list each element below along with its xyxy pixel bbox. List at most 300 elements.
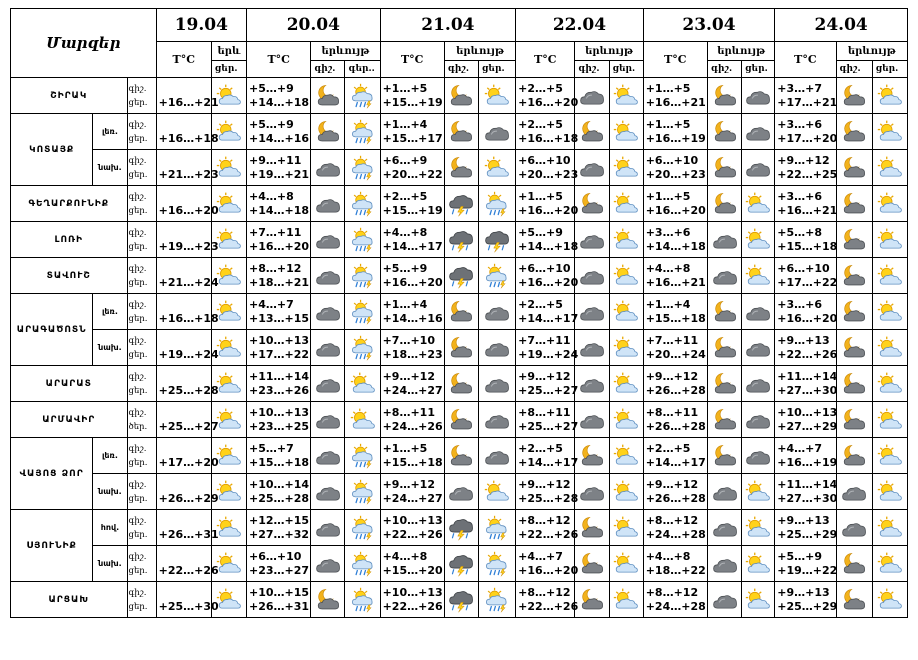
cloud-icon: [742, 443, 774, 469]
day-label: ցեր.: [128, 529, 148, 540]
thunderstorm-icon: [445, 551, 478, 577]
partly-sunny-icon: [873, 479, 907, 505]
weather-icon-cell: [742, 582, 775, 618]
night-label: գիշ.: [128, 191, 147, 202]
temp-cell: [775, 366, 836, 402]
cloud-icon: [311, 443, 344, 469]
weather-icon-cell: [575, 222, 609, 258]
cloud-icon: [479, 443, 515, 469]
day-temp: +16…+18: [518, 131, 579, 145]
sun-rain-thunder-icon: [345, 335, 379, 361]
night-day-labels: [127, 582, 156, 618]
day-temp: +15…+19: [382, 95, 443, 109]
weather-icon-cell: [707, 402, 741, 438]
day-temp: +17…+22: [777, 275, 838, 289]
night-day-labels: [127, 222, 156, 258]
day-temp: +14…+18: [249, 95, 310, 109]
night-temp: +8…+12: [518, 513, 571, 527]
region-name: ԳԵՂԱՐՔՈՒՆԻՔ: [11, 186, 128, 222]
day-temp: +26…+28: [645, 491, 706, 505]
night-temp: +7…+10: [382, 333, 435, 347]
weather-icon-cell: [575, 330, 609, 366]
day-temp: +16…+20: [518, 275, 579, 289]
weather-icon-cell: [575, 510, 609, 546]
night-temp: +10…+13: [249, 333, 310, 347]
partly-sunny-icon: [873, 263, 907, 289]
thunderstorm-icon: [445, 227, 478, 253]
weather-icon-cell: [311, 222, 345, 258]
weather-icon-cell: [742, 78, 775, 114]
temp-header: T°C: [516, 42, 575, 78]
night-temp: +5…+9: [382, 261, 428, 275]
weather-icon-cell: [479, 150, 516, 186]
weather-icon-cell: [311, 150, 345, 186]
night-temp: +9…+11: [249, 153, 302, 167]
weather-icon-cell: [345, 510, 380, 546]
partly-sunny-icon: [873, 407, 907, 433]
temp-cell: [380, 150, 444, 186]
day-temp: +16…+18: [158, 131, 219, 145]
night-temp: +6…+10: [518, 153, 571, 167]
temp-header: T°C: [775, 42, 836, 78]
weather-icon-cell: [872, 438, 907, 474]
weather-icon-cell: [345, 366, 380, 402]
night-temp: +4…+8: [382, 549, 428, 563]
cloud-icon: [708, 227, 741, 253]
partly-sunny-icon: [610, 155, 643, 181]
weather-icon-cell: [345, 150, 380, 186]
weather-icon-cell: [742, 294, 775, 330]
weather-icon-cell: [872, 402, 907, 438]
partly-sunny-icon: [873, 443, 907, 469]
partly-cloudy-night-icon: [575, 443, 608, 469]
temp-cell: [516, 222, 579, 258]
thunderstorm-icon: [445, 191, 478, 217]
day-label: ցեր.: [128, 97, 148, 108]
day-temp: +16…+21: [645, 95, 706, 109]
partly-sunny-icon: [610, 515, 643, 541]
partly-cloudy-night-icon: [311, 83, 344, 109]
partly-sunny-icon: [873, 515, 907, 541]
day-subheader: ցեր.: [479, 61, 516, 78]
weather-icon-cell: [345, 438, 380, 474]
night-temp: +10…+13: [382, 513, 443, 527]
weather-icon-cell: [575, 582, 609, 618]
weather-icon-cell: [707, 474, 741, 510]
weather-icon-cell: [444, 186, 478, 222]
weather-icon-cell: [707, 546, 741, 582]
night-temp: +2…+5: [382, 189, 428, 203]
partly-cloudy-night-icon: [708, 443, 741, 469]
temp-cell: [516, 510, 579, 546]
day-temp: +16…+21: [645, 275, 706, 289]
day-subheader: գեր..: [345, 61, 380, 78]
day-temp: +24…+28: [645, 599, 706, 613]
weather-icon-cell: [345, 474, 380, 510]
temp-cell: [643, 114, 707, 150]
weather-icon-cell: [575, 474, 609, 510]
partly-sunny-icon: [610, 335, 643, 361]
cloud-icon: [479, 299, 515, 325]
temp-cell: [775, 402, 836, 438]
cloud-icon: [742, 371, 774, 397]
date-header: 22.04: [516, 9, 644, 42]
day-temp: +25…+28: [249, 491, 310, 505]
partly-sunny-icon: [345, 407, 379, 433]
weather-icon-cell: [311, 294, 345, 330]
weather-icon-cell: [836, 546, 872, 582]
night-temp: +5…+7: [249, 441, 294, 455]
day-temp: +20…+23: [645, 167, 706, 181]
weather-icon-cell: [742, 438, 775, 474]
cloud-icon: [311, 227, 344, 253]
temp-cell: [247, 294, 311, 330]
cloud-icon: [311, 407, 344, 433]
weather-icon-cell: [479, 294, 516, 330]
night-day-labels: [127, 258, 156, 294]
forecast-table-wrapper: [10, 8, 908, 656]
table-row: [11, 366, 908, 402]
night-temp: +7…+11: [518, 333, 571, 347]
weather-icon-cell: [479, 114, 516, 150]
weather-icon-cell: [836, 186, 872, 222]
cloud-icon: [311, 191, 344, 217]
weather-icon-cell: [345, 294, 380, 330]
partly-cloudy-night-icon: [445, 335, 478, 361]
temp-cell: [247, 150, 311, 186]
partly-cloudy-night-icon: [445, 119, 478, 145]
date-header: 21.04: [380, 9, 516, 42]
weather-icon-cell: [836, 78, 872, 114]
weather-icon-cell: [444, 78, 478, 114]
temp-cell: [156, 78, 219, 114]
table-row: [11, 510, 908, 546]
weather-icon-cell: [444, 366, 478, 402]
night-label: գիշ.: [128, 551, 147, 562]
temp-cell: [643, 186, 707, 222]
night-day-labels: [127, 186, 156, 222]
night-day-labels: [127, 78, 156, 114]
subregion-name: հով.: [93, 510, 127, 546]
temp-cell: [775, 438, 836, 474]
cloud-icon: [708, 551, 741, 577]
partly-cloudy-night-icon: [837, 407, 872, 433]
weather-icon-cell: [742, 510, 775, 546]
night-temp: +9…+12: [382, 477, 435, 491]
temp-cell: [156, 546, 219, 582]
temp-cell: [516, 546, 579, 582]
temp-cell: [247, 258, 311, 294]
partly-sunny-icon: [610, 227, 643, 253]
night-temp: +10…+13: [249, 405, 310, 419]
night-temp: +2…+5: [518, 441, 563, 455]
subregion-name: լեռ.: [93, 294, 127, 330]
temp-cell: [247, 366, 311, 402]
thunderstorm-icon: [445, 515, 478, 541]
temp-cell: [156, 330, 219, 366]
cloud-icon: [575, 83, 608, 109]
temp-cell: [247, 78, 311, 114]
night-day-labels: [127, 114, 156, 150]
weather-icon-cell: [479, 366, 516, 402]
temp-header: T°C: [247, 42, 311, 78]
night-label: գիշ.: [128, 263, 147, 274]
cloud-icon: [742, 335, 774, 361]
partly-cloudy-night-icon: [708, 371, 741, 397]
weather-icon-cell: [707, 294, 741, 330]
day-temp: +14…+17: [382, 239, 443, 253]
region-name: ԱՐԱՐԱՏ: [11, 366, 128, 402]
weather-icon-cell: [609, 330, 643, 366]
weather-icon-cell: [479, 438, 516, 474]
day-temp: +13…+15: [249, 311, 310, 325]
day-temp: +26…+28: [645, 419, 706, 433]
weather-icon-cell: [311, 330, 345, 366]
weather-icon-cell: [575, 294, 609, 330]
night-label: գիշ.: [128, 227, 147, 238]
day-temp: +16…+20: [249, 239, 310, 253]
night-temp: +8…+12: [518, 585, 571, 599]
partly-sunny-icon: [742, 551, 774, 577]
weather-icon-cell: [609, 546, 643, 582]
night-temp: +1…+5: [382, 81, 428, 95]
night-temp: +1…+5: [645, 189, 691, 203]
partly-sunny-icon: [873, 119, 907, 145]
weather-icon-cell: [311, 438, 345, 474]
day-temp: +19…+24: [158, 347, 219, 361]
subregion-name: նախ.: [93, 330, 127, 366]
region-name: ՍՅՈՒՆԻՔ: [11, 510, 93, 582]
weather-icon-cell: [345, 258, 380, 294]
partly-cloudy-night-icon: [837, 191, 872, 217]
partly-cloudy-night-icon: [445, 443, 478, 469]
night-temp: +9…+12: [518, 477, 571, 491]
partly-sunny-icon: [610, 443, 643, 469]
day-temp: +27…+32: [249, 527, 310, 541]
partly-sunny-icon: [742, 191, 774, 217]
day-temp: +14…+18: [518, 239, 579, 253]
cloud-icon: [575, 263, 608, 289]
temp-cell: [516, 474, 579, 510]
night-subheader: գիշ.: [836, 61, 872, 78]
temp-cell: [775, 510, 836, 546]
partly-sunny-icon: [610, 191, 643, 217]
weather-icon-cell: [742, 546, 775, 582]
partly-cloudy-night-icon: [837, 83, 872, 109]
partly-sunny-icon: [873, 227, 907, 253]
table-row: [11, 294, 908, 330]
night-temp: +4…+8: [645, 261, 691, 275]
weather-header: երևույթ: [444, 42, 515, 61]
day-temp: +16…+21: [158, 95, 219, 109]
weather-icon-cell: [707, 186, 741, 222]
date-header: 24.04: [775, 9, 908, 42]
day-temp: +17…+20: [158, 455, 219, 469]
sun-rain-thunder-icon: [479, 263, 515, 289]
day-label: ցեր.: [128, 241, 148, 252]
partly-cloudy-night-icon: [445, 299, 478, 325]
day-temp: +27…+30: [777, 383, 838, 397]
partly-sunny-icon: [610, 263, 643, 289]
weather-icon-cell: [444, 330, 478, 366]
day-temp: +15…+18: [249, 455, 310, 469]
temp-cell: [643, 294, 707, 330]
weather-icon-cell: [609, 366, 643, 402]
partly-cloudy-night-icon: [837, 155, 872, 181]
weather-icon-cell: [345, 330, 380, 366]
weather-icon-cell: [575, 114, 609, 150]
night-temp: +11…+14: [777, 369, 838, 383]
weather-icon-cell: [872, 366, 907, 402]
weather-icon-cell: [345, 582, 380, 618]
night-temp: +1…+4: [382, 117, 428, 131]
temp-cell: [643, 330, 707, 366]
day-temp: +14…+17: [518, 311, 579, 325]
partly-cloudy-night-icon: [575, 551, 608, 577]
day-temp: +14…+16: [382, 311, 443, 325]
cloud-icon: [708, 587, 741, 613]
partly-sunny-icon: [742, 587, 774, 613]
sun-rain-thunder-icon: [345, 551, 379, 577]
table-row: [11, 546, 908, 582]
temp-cell: [775, 114, 836, 150]
temp-cell: [380, 294, 444, 330]
night-subheader: գիշ.: [311, 61, 345, 78]
partly-sunny-icon: [345, 371, 379, 397]
weather-icon-cell: [742, 402, 775, 438]
night-temp: +3…+7: [777, 81, 823, 95]
sun-rain-thunder-icon: [345, 155, 379, 181]
temp-cell: [380, 222, 444, 258]
table-row: [11, 330, 908, 366]
temp-cell: [775, 186, 836, 222]
night-temp: +8…+12: [645, 513, 699, 527]
day-temp: +26…+28: [645, 383, 706, 397]
weather-icon-cell: [609, 186, 643, 222]
night-temp: +4…+8: [645, 549, 691, 563]
day-temp: +25…+28: [518, 491, 579, 505]
weather-icon-cell: [609, 510, 643, 546]
weather-icon-cell: [444, 546, 478, 582]
day-label: ծեր.: [128, 421, 148, 432]
night-temp: +8…+12: [645, 585, 699, 599]
date-header: 23.04: [643, 9, 775, 42]
temp-cell: [156, 114, 219, 150]
weather-icon-cell: [872, 186, 907, 222]
day-temp: +23…+25: [249, 419, 310, 433]
day-temp: +27…+29: [777, 419, 838, 433]
cloud-icon: [479, 335, 515, 361]
day-label: ցեր.: [128, 493, 148, 504]
day-temp: +23…+27: [249, 563, 310, 577]
temp-cell: [516, 186, 579, 222]
night-day-labels: [127, 402, 156, 438]
night-temp: +6…+9: [382, 153, 428, 167]
weather-icon-cell: [444, 294, 478, 330]
region-name: ԼՈՌԻ: [11, 222, 128, 258]
weather-icon-cell: [609, 222, 643, 258]
partly-sunny-icon: [610, 407, 643, 433]
weather-header: երևույթ: [575, 42, 643, 61]
sun-rain-thunder-icon: [345, 227, 379, 253]
temp-cell: [380, 582, 444, 618]
weather-icon-cell: [444, 222, 478, 258]
night-temp: +9…+12: [777, 153, 830, 167]
day-subheader: ցեր.: [742, 61, 775, 78]
day-temp: +21…+23: [158, 167, 219, 181]
night-day-labels: [127, 330, 156, 366]
sun-rain-thunder-icon: [345, 515, 379, 541]
temp-cell: [380, 186, 444, 222]
night-label: գիշ.: [128, 587, 147, 598]
sun-rain-thunder-icon: [345, 83, 379, 109]
weather-icon-cell: [479, 402, 516, 438]
night-temp: +8…+12: [249, 261, 302, 275]
cloud-icon: [742, 155, 774, 181]
temp-cell: [516, 438, 579, 474]
weather-icon-cell: [742, 474, 775, 510]
temp-cell: [775, 582, 836, 618]
cloud-icon: [575, 407, 608, 433]
region-name: ՏԱՎՈՒՇ: [11, 258, 128, 294]
temp-cell: [247, 330, 311, 366]
day-temp: +16…+20: [382, 275, 443, 289]
partly-sunny-icon: [742, 227, 774, 253]
day-temp: +20…+23: [518, 167, 579, 181]
weather-icon-cell: [311, 402, 345, 438]
day-temp: +14…+17: [645, 455, 706, 469]
temp-cell: [643, 150, 707, 186]
weather-icon-cell: [872, 150, 907, 186]
temp-cell: [380, 474, 444, 510]
day-temp: +22…+25: [777, 167, 838, 181]
night-temp: +4…+7: [249, 297, 294, 311]
sun-rain-thunder-icon: [345, 587, 379, 613]
night-temp: +6…+10: [249, 549, 302, 563]
temp-cell: [247, 546, 311, 582]
temp-cell: [516, 78, 579, 114]
table-row: [11, 222, 908, 258]
temp-cell: [156, 474, 219, 510]
partly-cloudy-night-icon: [837, 371, 872, 397]
temp-cell: [247, 114, 311, 150]
partly-sunny-icon: [873, 587, 907, 613]
sun-rain-thunder-icon: [345, 299, 379, 325]
weather-icon-cell: [479, 330, 516, 366]
cloud-icon: [742, 119, 774, 145]
night-day-labels: [127, 294, 156, 330]
weather-icon-cell: [836, 582, 872, 618]
weather-icon-cell: [707, 366, 741, 402]
night-temp: +1…+4: [645, 297, 691, 311]
weather-icon-cell: [872, 330, 907, 366]
temp-cell: [380, 546, 444, 582]
day-label: ցեր.: [128, 133, 148, 144]
sun-rain-thunder-icon: [345, 191, 379, 217]
partly-sunny-icon: [873, 155, 907, 181]
temp-cell: [516, 330, 579, 366]
day-temp: +24…+27: [382, 383, 443, 397]
night-temp: +5…+9: [518, 225, 563, 239]
weather-icon-cell: [575, 150, 609, 186]
day-temp: +19…+23: [158, 239, 219, 253]
night-label: գիշ.: [128, 479, 147, 490]
temp-cell: [247, 222, 311, 258]
weather-icon-cell: [707, 78, 741, 114]
temp-cell: [156, 402, 219, 438]
cloud-icon: [837, 479, 872, 505]
day-temp: +25…+30: [158, 599, 219, 613]
